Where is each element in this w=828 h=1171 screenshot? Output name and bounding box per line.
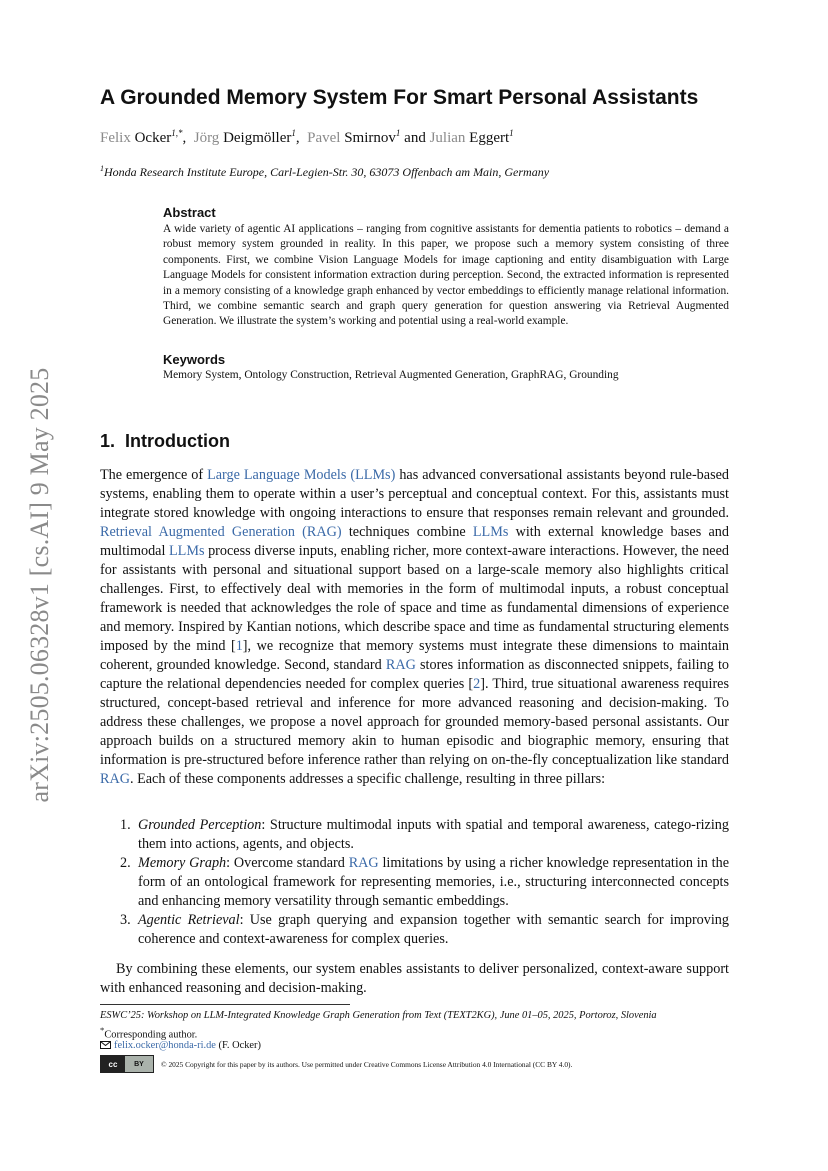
text-run: has advanced conversational assistants beyond rule-based systems, enabling them to operate within a user’s perceptual and conceptual context. For this, assistants must integrate stored knowledge with ongoing interactions to ensure that responses remain relevant and grounded.	[100, 467, 729, 521]
text-run: techniques combine	[341, 524, 473, 540]
text-run: The emergence of	[100, 467, 208, 483]
license-text: © 2025 Copyright for this paper by its authors. Use permitted under Creative Commons License Attribution 4.0 International (CC BY 4.0).	[161, 1059, 573, 1069]
author-first-name: Julian	[429, 130, 466, 146]
section-heading	[100, 431, 230, 452]
inline-link[interactable]: Retrieval Augmented Generation (RAG)	[100, 524, 342, 540]
cc-badge-right: BY	[125, 1056, 153, 1072]
envelope-icon	[100, 1040, 111, 1053]
pillar-list	[100, 816, 729, 949]
cc-badge-left: cc	[101, 1056, 125, 1072]
section-title: Introduction	[125, 431, 231, 451]
affiliation-text: Honda Research Institute Europe, Carl-Legien-Str. 30, 63073 Offenbach am Main, Germany	[104, 165, 550, 179]
pillar-item	[100, 816, 729, 854]
footnote-rule	[100, 1004, 350, 1005]
inline-link[interactable]: LLMs	[472, 524, 509, 540]
inline-link[interactable]: RAG	[385, 657, 416, 673]
affiliation	[100, 164, 549, 180]
paper-title: A Grounded Memory System For Smart Personal Assistants	[100, 86, 699, 109]
inline-link[interactable]: 2	[473, 676, 481, 692]
keywords-heading: Keywords	[163, 352, 226, 367]
author-first-name: Felix	[100, 130, 131, 146]
pillar-item	[100, 911, 729, 949]
author-last-name: Smirnov	[344, 130, 396, 146]
email-link[interactable]: felix.ocker@honda-ri.de	[114, 1040, 216, 1051]
author-affiliation-mark: 1	[395, 128, 401, 138]
author-first-name: Pavel	[307, 130, 341, 146]
author-last-name: Ocker	[134, 130, 172, 146]
pillar-number: 2.	[120, 855, 131, 871]
text-run: process diverse inputs, enabling richer, more context-aware interactions. However, the need for assistants with personal and situational support based on a large-scale memory also highlights critical challenges. First, to effectively deal with memories in the form of multimodal inputs, a robust conceptual framework is needed that acknowledges the role of space and time as fundamental dimensions of experience and memory. Inspired by Kantian notions, which describe space and time as fundamental structuring elements imposed by the mind [	[100, 543, 729, 654]
text-run: : Overcome standard	[226, 855, 349, 871]
keywords-text: Memory System, Ontology Construction, Retrieval Augmented Generation, GraphRAG, Grounding	[163, 369, 619, 381]
text-run: : Structure multimodal inputs with spatial and temporal awareness, catego-rizing them into actions, agents, and objects.	[138, 817, 729, 852]
abstract-text: A wide variety of agentic AI applications – ranging from cognitive assistants for dementia patients to robotics – demand a robust memory system grounded in reality. In this paper, we propose such a memory system consisting of three components. First, we combine Vision Language Models for image captioning and entity disambiguation with Large Language Models for consistent information extraction during perception. Second, the extracted information is represented in a memory consisting of a knowledge graph enhanced by vector embeddings to efficiently manage relational information. Third, we combine semantic search and graph query generation for question answering via Retrieval Augmented Generation. We illustrate the system’s working and potential using a real-world example.	[163, 223, 729, 328]
author-last-name: Eggert	[469, 130, 510, 146]
cc-by-license-icon	[100, 1055, 154, 1073]
text-run: ]. Third, true situational awareness requires structured, concept-based retrieval and inference for more advanced reasoning and decision-making. To address these challenges, we propose a novel approach for grounded memory-based personal assistants. Our approach builds on a structured memory akin to human episodic and biographic memory, ensuring that information is pre-structured before inference rather than relying on on-the-fly conceptualization like standard	[100, 676, 729, 768]
abstract-heading: Abstract	[163, 205, 216, 220]
author-last-name: Deigmöller	[223, 130, 292, 146]
affiliation-mark: 1	[100, 164, 104, 173]
author-affiliation-mark: 1	[509, 128, 514, 138]
author-first-name: Jörg	[193, 130, 220, 146]
corresponding-text: Corresponding author.	[104, 1029, 198, 1041]
pillar-item	[100, 854, 729, 911]
inline-link[interactable]: 1	[235, 638, 243, 654]
text-run: . Each of these components addresses a specific challenge, resulting in three pillars:	[129, 771, 606, 787]
inline-link[interactable]: Large Language Models (LLMs)	[207, 467, 396, 483]
pillar-term: Grounded Perception	[138, 817, 262, 833]
author-joiner: and	[404, 130, 426, 146]
pillar-term: Agentic Retrieval	[138, 912, 240, 928]
closing-paragraph: By combining these elements, our system enables assistants to deliver personalized, context-aware support with enhanced reasoning and decision-making.	[100, 961, 729, 996]
text-run: : Use graph querying and expansion together with semantic search for improving coherence and context-awareness for complex queries.	[138, 912, 729, 947]
corresponding-mark: *	[100, 1025, 105, 1035]
arxiv-sidebar-stamp	[18, 350, 62, 820]
text-run: with external knowledge bases and multimodal	[100, 524, 729, 559]
inline-link[interactable]: RAG	[100, 771, 130, 787]
text-run: limitations by using a richer knowledge representation in the form of an ontological framework for representing memories, i.e., structuring interconnected concepts and enhancing memory versatility through semantic embeddings.	[138, 855, 729, 909]
text-run: ], we recognize that memory systems must integrate these dimensions to maintain coherent, grounded knowledge. Second, standard	[100, 638, 729, 673]
footnote-email	[100, 1040, 261, 1053]
license-line	[100, 1055, 572, 1073]
intro-paragraph	[100, 466, 729, 789]
arxiv-id-label: arXiv:2505.06328v1 [cs.AI] 9 May 2025	[25, 367, 54, 803]
email-owner: (F. Ocker)	[218, 1040, 261, 1051]
footnote-workshop: ESWC’25: Workshop on LLM-Integrated Knowledge Graph Generation from Text (TEXT2KG), June 01–05, 2025, Portoroz, Slovenia	[100, 1010, 657, 1021]
author-affiliation-mark: 1	[291, 128, 296, 138]
section-number: 1.	[100, 431, 116, 451]
text-run: stores information as disconnected snippets, failing to capture the relational dependencies needed for complex queries [	[100, 657, 729, 692]
pillar-term: Memory Graph	[138, 855, 227, 871]
inline-link[interactable]: RAG	[348, 855, 379, 871]
footnote-corresponding	[100, 1025, 197, 1040]
pillar-number: 3.	[120, 912, 131, 928]
pillar-number: 1.	[120, 817, 131, 833]
author-affiliation-mark: 1,*	[171, 128, 183, 138]
inline-link[interactable]: LLMs	[169, 543, 205, 559]
author-list: Felix Ocker$^{1,*}$, Jörg Deigmöller$^1$, Pavel Smirnov$^1$ and Julian Eggert$^1$	[100, 128, 514, 146]
